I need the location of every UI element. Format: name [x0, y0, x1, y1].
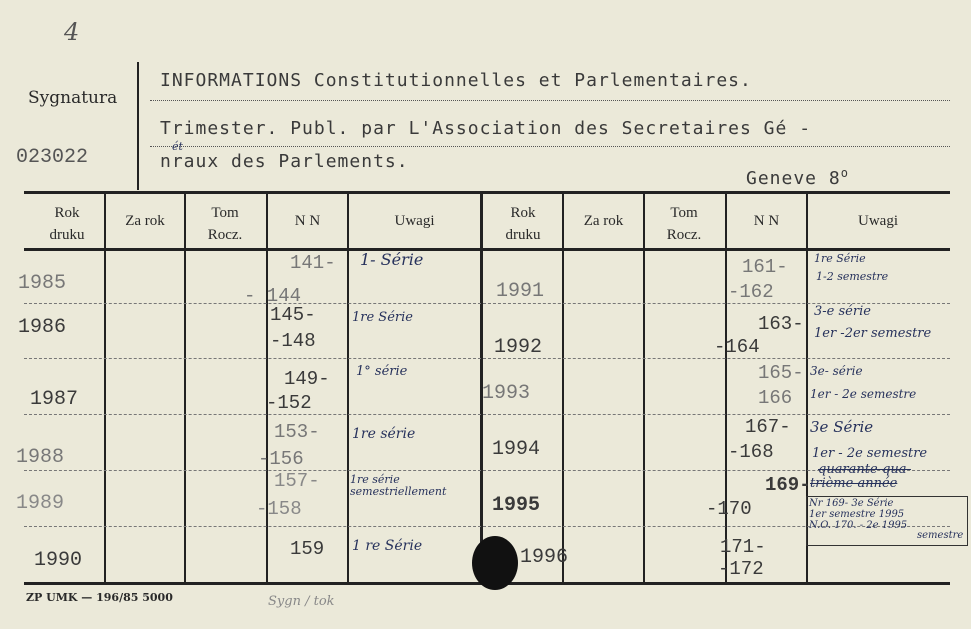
- header-uwagi: Uwagi: [394, 213, 435, 229]
- place-of-publication: [746, 166, 849, 189]
- year-cell: 1992: [494, 336, 543, 359]
- uwagi-note: 3-e série: [814, 304, 871, 319]
- year-cell: 1995: [492, 494, 541, 517]
- header-uwagi: Uwagi: [858, 213, 898, 229]
- year-cell: 1990: [34, 549, 83, 572]
- place-sup: o: [840, 166, 849, 180]
- nn-cell: - 144: [244, 285, 302, 307]
- nn-cell: 145-: [270, 304, 316, 326]
- nn-cell: -158: [256, 498, 302, 520]
- year-cell: 1987: [30, 388, 79, 411]
- uwagi-note: 1re Série: [352, 310, 413, 325]
- uwagi-note: quarante-qua-: [818, 462, 911, 477]
- table-top-rule: [24, 191, 950, 194]
- year-cell: 1985: [18, 272, 67, 295]
- year-cell: 1991: [496, 280, 545, 303]
- nn-cell: -152: [266, 392, 312, 414]
- header-tom-rocz: Tom Rocz.: [666, 205, 702, 243]
- uwagi-boxed-note: [806, 496, 968, 546]
- row-separator: [24, 358, 950, 359]
- uwagi-note: 1er -2er semestre: [814, 326, 932, 341]
- year-cell: 1986: [18, 316, 67, 339]
- uwagi-note: 3e- série: [810, 364, 863, 378]
- nn-cell: 153-: [274, 421, 320, 443]
- year-cell: 1989: [16, 492, 65, 515]
- year-cell: 1993: [482, 382, 531, 405]
- nn-cell: 169-: [765, 474, 811, 496]
- header-nn: N N: [753, 213, 780, 229]
- uwagi-note: Nr 169- 3e Série: [809, 498, 894, 509]
- uwagi-note: 3e Série: [810, 418, 874, 436]
- title-line-1: INFORMATIONS Constitutionnelles et Parlementaires.: [160, 70, 752, 91]
- row-separator: [24, 414, 950, 415]
- header-za-rok: Za rok: [583, 213, 624, 229]
- uwagi-note: 1- Série: [360, 250, 424, 269]
- nn-cell: 149-: [284, 368, 330, 390]
- row-separator: [24, 470, 950, 471]
- title-line-3: [160, 151, 409, 172]
- printer-mark: ZP UMK — 196/85 5000: [26, 591, 173, 604]
- header-nn: N N: [294, 213, 321, 229]
- nn-cell: 161-: [742, 256, 788, 278]
- header-za-rok: Za rok: [125, 213, 165, 229]
- nn-cell: -164: [714, 336, 760, 358]
- title-line-3-prefix: n: [160, 151, 172, 172]
- nn-cell: 163-: [758, 313, 804, 335]
- uwagi-note: 1 re Série: [352, 538, 423, 554]
- sygnatura-value: 023022: [16, 146, 89, 169]
- nn-cell: 141-: [290, 252, 336, 274]
- nn-cell: -170: [706, 498, 752, 520]
- nn-cell: -162: [728, 281, 774, 303]
- title-line-3-rest: raux des Parlements.: [171, 151, 409, 172]
- title-line-2: Trimester. Publ. par L'Association des Secretaires Gé -: [160, 118, 812, 139]
- nn-cell: 165-: [758, 362, 804, 384]
- nn-cell: -168: [728, 441, 774, 463]
- uwagi-note: trième année: [810, 476, 898, 491]
- nn-cell: -148: [270, 330, 316, 352]
- title-rule-2: [150, 146, 950, 147]
- header-rok-druku: Rok druku: [49, 205, 85, 243]
- nn-cell: 157-: [274, 470, 320, 492]
- uwagi-note: 1re Série: [814, 252, 866, 265]
- nn-cell: 167-: [745, 416, 791, 438]
- nn-cell: -172: [718, 558, 764, 580]
- header-divider: [137, 62, 139, 190]
- uwagi-note: 1er - 2e semestre: [810, 387, 917, 401]
- corner-mark: 4: [64, 18, 80, 46]
- place-text: Geneve 8: [746, 168, 841, 189]
- nn-cell: 171-: [720, 536, 766, 558]
- uwagi-note: N.O. 170. - 2e 1995: [809, 520, 908, 531]
- header-bottom-rule: [24, 248, 950, 251]
- year-cell: 1996: [520, 546, 569, 569]
- uwagi-note: 1° série: [356, 364, 408, 379]
- punch-hole: [472, 536, 518, 590]
- title-rule-1: [150, 100, 950, 101]
- uwagi-note: 1re série semestriellement: [350, 473, 447, 498]
- nn-cell: 159: [290, 538, 325, 560]
- uwagi-note: 1re série: [352, 426, 416, 442]
- row-separator: [24, 303, 950, 304]
- uwagi-note: semestre: [917, 530, 964, 541]
- uwagi-note: 1-2 semestre: [816, 270, 889, 283]
- nn-cell: -156: [258, 448, 304, 470]
- bottom-pencil-note: Sygn / tok: [268, 594, 335, 609]
- header-tom-rocz: Tom Rocz.: [207, 205, 243, 243]
- nn-cell: 166: [758, 387, 793, 409]
- header-rok-druku: Rok druku: [505, 205, 541, 243]
- title-correction: ét: [172, 140, 183, 153]
- year-cell: 1994: [492, 438, 541, 461]
- year-cell: 1988: [16, 446, 65, 469]
- sygnatura-label: Sygnatura: [28, 88, 118, 108]
- uwagi-note: 1er semestre 1995: [809, 509, 905, 520]
- uwagi-note: 1er - 2e semestre: [812, 446, 928, 461]
